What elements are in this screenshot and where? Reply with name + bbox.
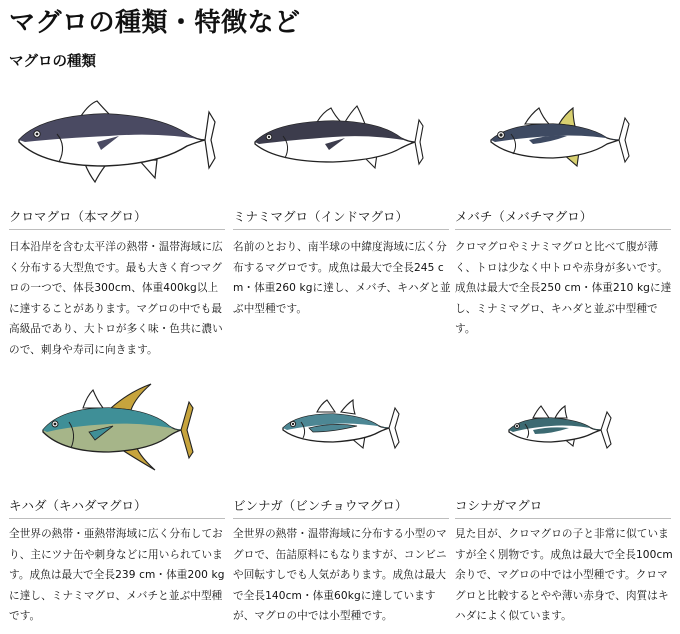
- species-description: 見た目が、クロマグロの子と非常に似ていますが全く別物です。成魚は最大で全長100cm余りで、マグロの中では小型種です。クロマグロと比較するとやや薄い赤身で、肉質はキハダによく似ています。: [455, 528, 673, 622]
- species-description: クロマグロやミナミマグロと比べて腹が薄く、トロは少なく中トロや赤身が多いです。成魚は最大で全長250 cm・体重210 kgに達し、ミナミマグロ、キハダと並ぶ中型種です。: [455, 241, 672, 335]
- species-description: 名前のとおり、南半球の中緯度海域に広く分布するマグロです。成魚は最大で全長245 cm・体重260 kgに達し、メバチ、キハダと並ぶ中型種です。: [233, 241, 451, 315]
- species-description: 全世界の熱帯・亜熱帯海域に広く分布しており、主にツナ缶や刺身などに用いられています。成魚は最大で全長239 cm・体重200 kgに達し、ミナミマグロ、メバチと並ぶ中型種です。: [9, 528, 225, 622]
- species-name: ビンナガ（ビンチョウマグロ）: [233, 496, 449, 519]
- species-name: ミナミマグロ（インドマグロ）: [233, 207, 449, 230]
- yellowfin-tuna-icon: [9, 378, 231, 478]
- species-name: コシナガマグロ: [455, 496, 671, 519]
- bluefin-tuna-icon: [9, 92, 231, 192]
- species-name: メバチ（メバチマグロ）: [455, 207, 671, 230]
- species-name: クロマグロ（本マグロ）: [9, 207, 225, 230]
- species-description: 日本沿岸を含む太平洋の熱帯・温帯海域に広く分布する大型魚です。最も大きく育つマグロの一つで、体長300cm、体重400kg以上に達することがあります。マグロの中でも最高級品であり、大トロが多く味・色共に濃いので、刺身や寿司に向きます。: [9, 241, 223, 356]
- southern-bluefin-tuna-icon: [233, 92, 455, 192]
- longtail-tuna-icon: [455, 378, 677, 478]
- section-title: マグロの種類: [9, 54, 96, 70]
- bigeye-tuna-icon: [455, 92, 677, 192]
- albacore-tuna-icon: [233, 378, 455, 478]
- species-description: 全世界の熱帯・温帯海域に分布する小型のマグロで、缶詰原料にもなりますが、コンビニや回転すしでも人気があります。成魚は最大で全長140cm・体重60kgに達していますが、マグロの中では小型種です。: [233, 528, 447, 622]
- page-title: マグロの種類・特徴など: [9, 8, 301, 38]
- species-name: キハダ（キハダマグロ）: [9, 496, 225, 519]
